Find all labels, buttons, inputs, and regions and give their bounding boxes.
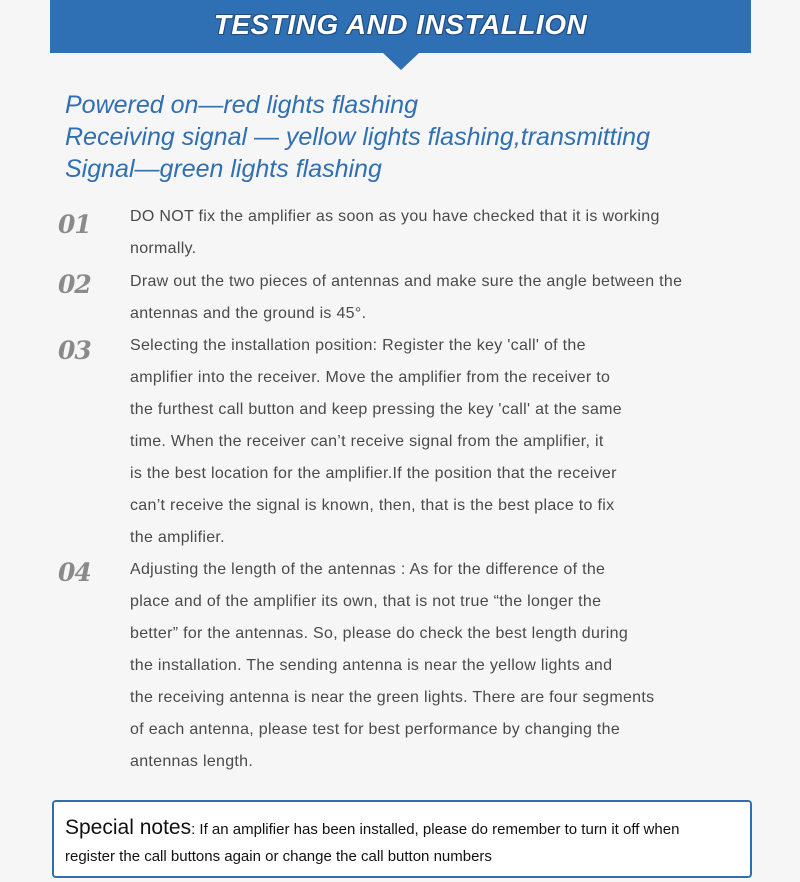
step-line: Selecting the installation position: Register the key 'call' of the xyxy=(130,337,586,354)
intro-status xyxy=(65,89,650,185)
page-title: TESTING AND INSTALLION xyxy=(213,9,588,40)
step-line: Adjusting the length of the antennas : As for the difference of the xyxy=(130,561,606,578)
special-notes-box xyxy=(52,800,752,878)
intro-line-receiving: Receiving signal — yellow lights flashing,transmitting xyxy=(65,123,650,151)
step-line: amplifier into the receiver. Move the amplifier from the receiver to xyxy=(130,369,611,386)
step-line: normally. xyxy=(130,240,197,257)
step-text-02 xyxy=(130,266,760,330)
banner-notch xyxy=(383,53,419,70)
step-line: better” for the antennas. So, please do check the best length during xyxy=(130,625,629,642)
step-line: the receiving antenna is near the green lights. There are four segments xyxy=(130,689,655,706)
step-text-01 xyxy=(130,201,760,265)
step-number-01: 01 xyxy=(58,210,91,239)
step-line: antennas length. xyxy=(130,753,254,770)
step-line: is the best location for the amplifier.If the position that the receiver xyxy=(130,465,617,482)
step-text-03 xyxy=(130,330,760,554)
step-number-03: 03 xyxy=(58,336,91,365)
step-line: place and of the amplifier its own, that is not true “the longer the xyxy=(130,593,602,610)
step-number-04: 04 xyxy=(58,558,91,587)
step-line: the amplifier. xyxy=(130,529,225,546)
step-text-04 xyxy=(130,554,760,778)
step-line: Draw out the two pieces of antennas and make sure the angle between the xyxy=(130,273,683,290)
special-notes-label: Special notes xyxy=(65,816,192,839)
header-banner xyxy=(50,0,751,53)
step-line: antennas and the ground is 45°. xyxy=(130,305,367,322)
step-line: time. When the receiver can’t receive signal from the amplifier, it xyxy=(130,433,604,450)
intro-line-power: Powered on—red lights flashing xyxy=(65,91,418,119)
step-line: can’t receive the signal is known, then, that is the best place to fix xyxy=(130,497,615,514)
special-notes-line-2: register the call buttons again or change the call button numbers xyxy=(65,848,492,865)
special-notes-line-1 xyxy=(65,816,679,840)
step-line: of each antenna, please test for best performance by changing the xyxy=(130,721,621,738)
step-line: the installation. The sending antenna is near the yellow lights and xyxy=(130,657,613,674)
step-line: the furthest call button and keep pressing the key 'call' at the same xyxy=(130,401,622,418)
step-line: DO NOT fix the amplifier as soon as you have checked that it is working xyxy=(130,208,660,225)
intro-line-signal: Signal—green lights flashing xyxy=(65,155,382,183)
step-number-02: 02 xyxy=(58,270,91,299)
special-notes-text: : If an amplifier has been installed, please do remember to turn it off when xyxy=(191,821,680,838)
